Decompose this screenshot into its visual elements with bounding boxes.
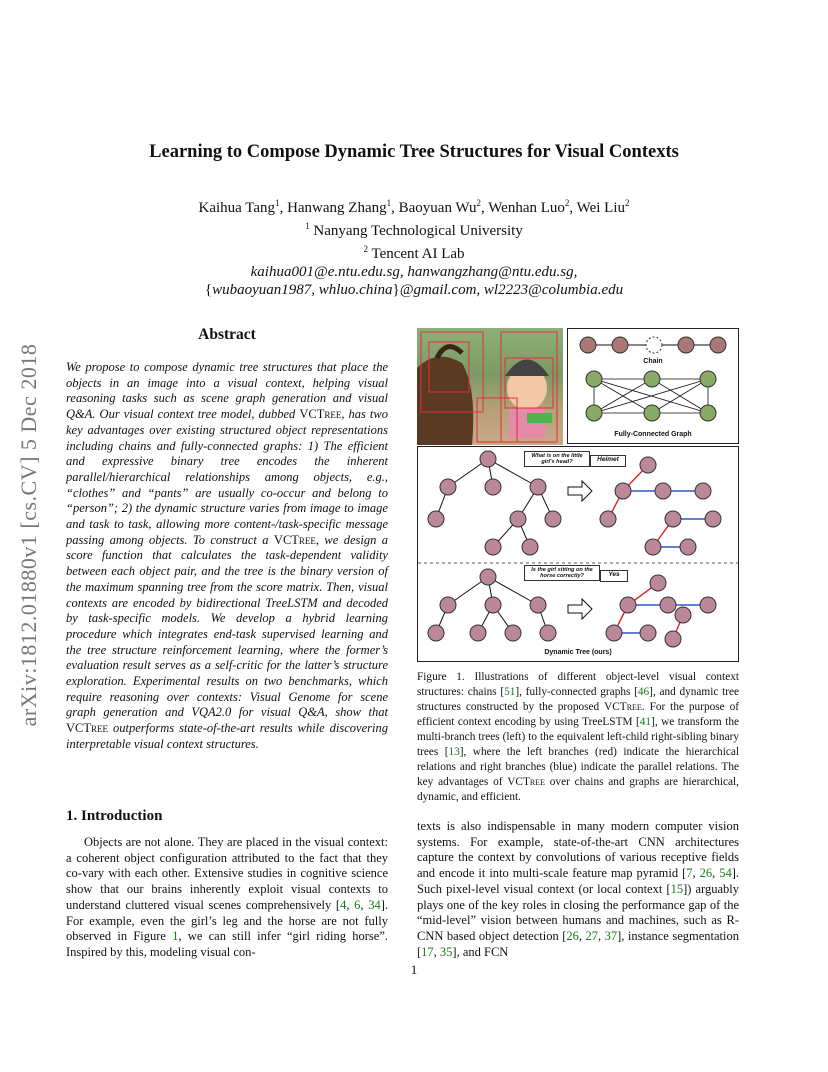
affiliation-2: $^2$ Tencent AI Lab xyxy=(363,244,465,262)
intro-heading: 1. Introduction xyxy=(66,808,163,824)
answer-box-2: Yes xyxy=(600,570,628,582)
dynamic-tree-graph xyxy=(418,447,738,661)
citation-link[interactable]: 6 xyxy=(354,897,361,912)
citation-link[interactable]: 15 xyxy=(670,881,684,896)
citation-link[interactable]: 13 xyxy=(448,746,460,758)
arxiv-sidebar xyxy=(14,300,44,770)
citation-link[interactable]: 27 xyxy=(585,928,598,943)
photo-girl-horse xyxy=(417,328,563,445)
citation-link[interactable]: 7 xyxy=(686,866,693,881)
citation-link[interactable]: 26 xyxy=(566,928,579,943)
figure-1 xyxy=(417,328,739,662)
fc-graph-label: Fully-Connected Graph xyxy=(614,431,692,438)
chain-label: Chain xyxy=(643,358,663,365)
abstract-heading: Abstract xyxy=(198,326,256,343)
dynamic-tree-label: Dynamic Tree (ours) xyxy=(544,649,612,656)
intro-right-column: texts is also indispensable in many modern computer vision systems. For example, state-of-the-art CNN architectures capture the context by convolutions of various receptive fields and encode it into multi-scale feature map pyramid [7, 26, 54]. Such pixel-level visual context (or local context [15]) arguably plays one of the key roles in closing the performance gap of the “mid-level” vision between humans and machines, such as R-CNN based object detection [26, 27, 37], instance segmentation [17, 35], and FCN xyxy=(417,819,740,959)
answer-box-1: Helmet xyxy=(590,455,626,467)
affiliation-1: $^1$ Nanyang Technological University xyxy=(305,221,523,239)
question-box-2: Is the girl sitting on the horse correctly? xyxy=(524,565,600,581)
email-line-2: {wubaoyuan1987, whluo.china}@gmail.com, wl2223@columbia.edu xyxy=(204,282,624,298)
paper-title: Learning to Compose Dynamic Tree Structures for Visual Contexts xyxy=(149,142,679,162)
citation-link[interactable]: 41 xyxy=(639,716,652,728)
dynamic-tree-panel xyxy=(417,446,739,662)
page-number: 1 xyxy=(410,962,418,977)
abstract-text: We propose to compose dynamic tree structures that place the objects in an image into a visual context, helping visual reasoning tasks such as scene graph generation and visual Q&A. Our visual context tree model, dubbed VCTree, has two key advantages over existing structured object representations including chains and fully-connected graphs: 1) The efficient and expressive binary tree encodes the inherent parallel/hierarchical relationships among objects, e.g., “clothes” and “pants” are usually co-occur and belong to “person”; 2) the dynamic structure varies from image to image and task to task, allowing more content-/task-specific message passing among objects. To construct a VCTree, we design a score function that calculates the task-dependent validity between each object pair, and the tree is the binary version of the maximum spanning tree from the score matrix. Then, visual contexts are encoded by bidirectional TreeLSTM and decoded by task-specific models. We develop a hybrid learning procedure which integrates end-task supervised learning and the tree structure reinforcement learning, where the former’s evaluation result serves as a self-critic for the latter’s structure exploration. Experimental results on two benchmarks, which require reasoning over contexts: Visual Genome for scene graph generation and VQA2.0 for visual Q&A, show that VCTree outperforms state-of-the-art results while discovering interpretable visual context structures. xyxy=(66,360,388,751)
chain-fc-graph xyxy=(568,329,738,443)
citation-link[interactable]: 51 xyxy=(504,686,516,698)
citation-link[interactable]: 34 xyxy=(368,897,381,912)
citation-link[interactable]: 17 xyxy=(421,944,434,959)
chain-fc-panel xyxy=(567,328,739,444)
citation-link[interactable]: 4 xyxy=(340,897,347,912)
citation-link[interactable]: 35 xyxy=(439,944,453,959)
email-line-1: kaihua001@e.ntu.edu.sg, hanwangzhang@ntu.edu.sg, xyxy=(250,264,578,280)
citation-link[interactable]: 46 xyxy=(637,686,650,698)
citation-link[interactable]: 26 xyxy=(699,866,713,881)
question-box-1: What is on the little girl’s head? xyxy=(524,451,590,467)
figure-link[interactable]: 1 xyxy=(172,929,179,944)
intro-left-column: Objects are not alone. They are placed in the visual context: a coherent object configuration attributed to the fact that they co-vary with each other. Extensive studies in cognitive science show that our brains inherently exploit visual contexts to understand cluttered visual scenes comprehensively [4, 6, 34]. For example, even the girl’s leg and the horse are not fully observed in Figure 1, we can still infer “girl riding horse”. Inspired by this, modeling visual con- xyxy=(66,835,389,959)
figure-caption: Figure 1. Illustrations of different object-level visual context structures: chains [51], fully-connected graphs [46], and dynamic tree structures constructed by the proposed VCTree. For the purpose of efficient context encoding by using TreeLSTM [41], we transform the multi-branch trees (left) to the equivalent left-child right-sibling binary trees [13], where the left branches (red) indicate the hierarchical relations and right branches (blue) indicate the parallel relations. The key advantages of VCTree over chains and graphs are hierarchical, dynamic, and efficient. xyxy=(417,671,740,803)
citation-link[interactable]: 37 xyxy=(604,928,618,943)
author-list: Kaihua Tang$^1$, Hanwang Zhang$^1$, Baoyuan Wu$^2$, Wenhan Luo$^2$, Wei Liu$^2$ xyxy=(198,198,630,216)
photo-illustration xyxy=(417,328,563,445)
author-block xyxy=(0,194,828,299)
citation-link[interactable]: 54 xyxy=(719,866,732,881)
arxiv-identifier: arXiv:1812.01880v1 [cs.CV] 5 Dec 2018 xyxy=(16,343,41,727)
